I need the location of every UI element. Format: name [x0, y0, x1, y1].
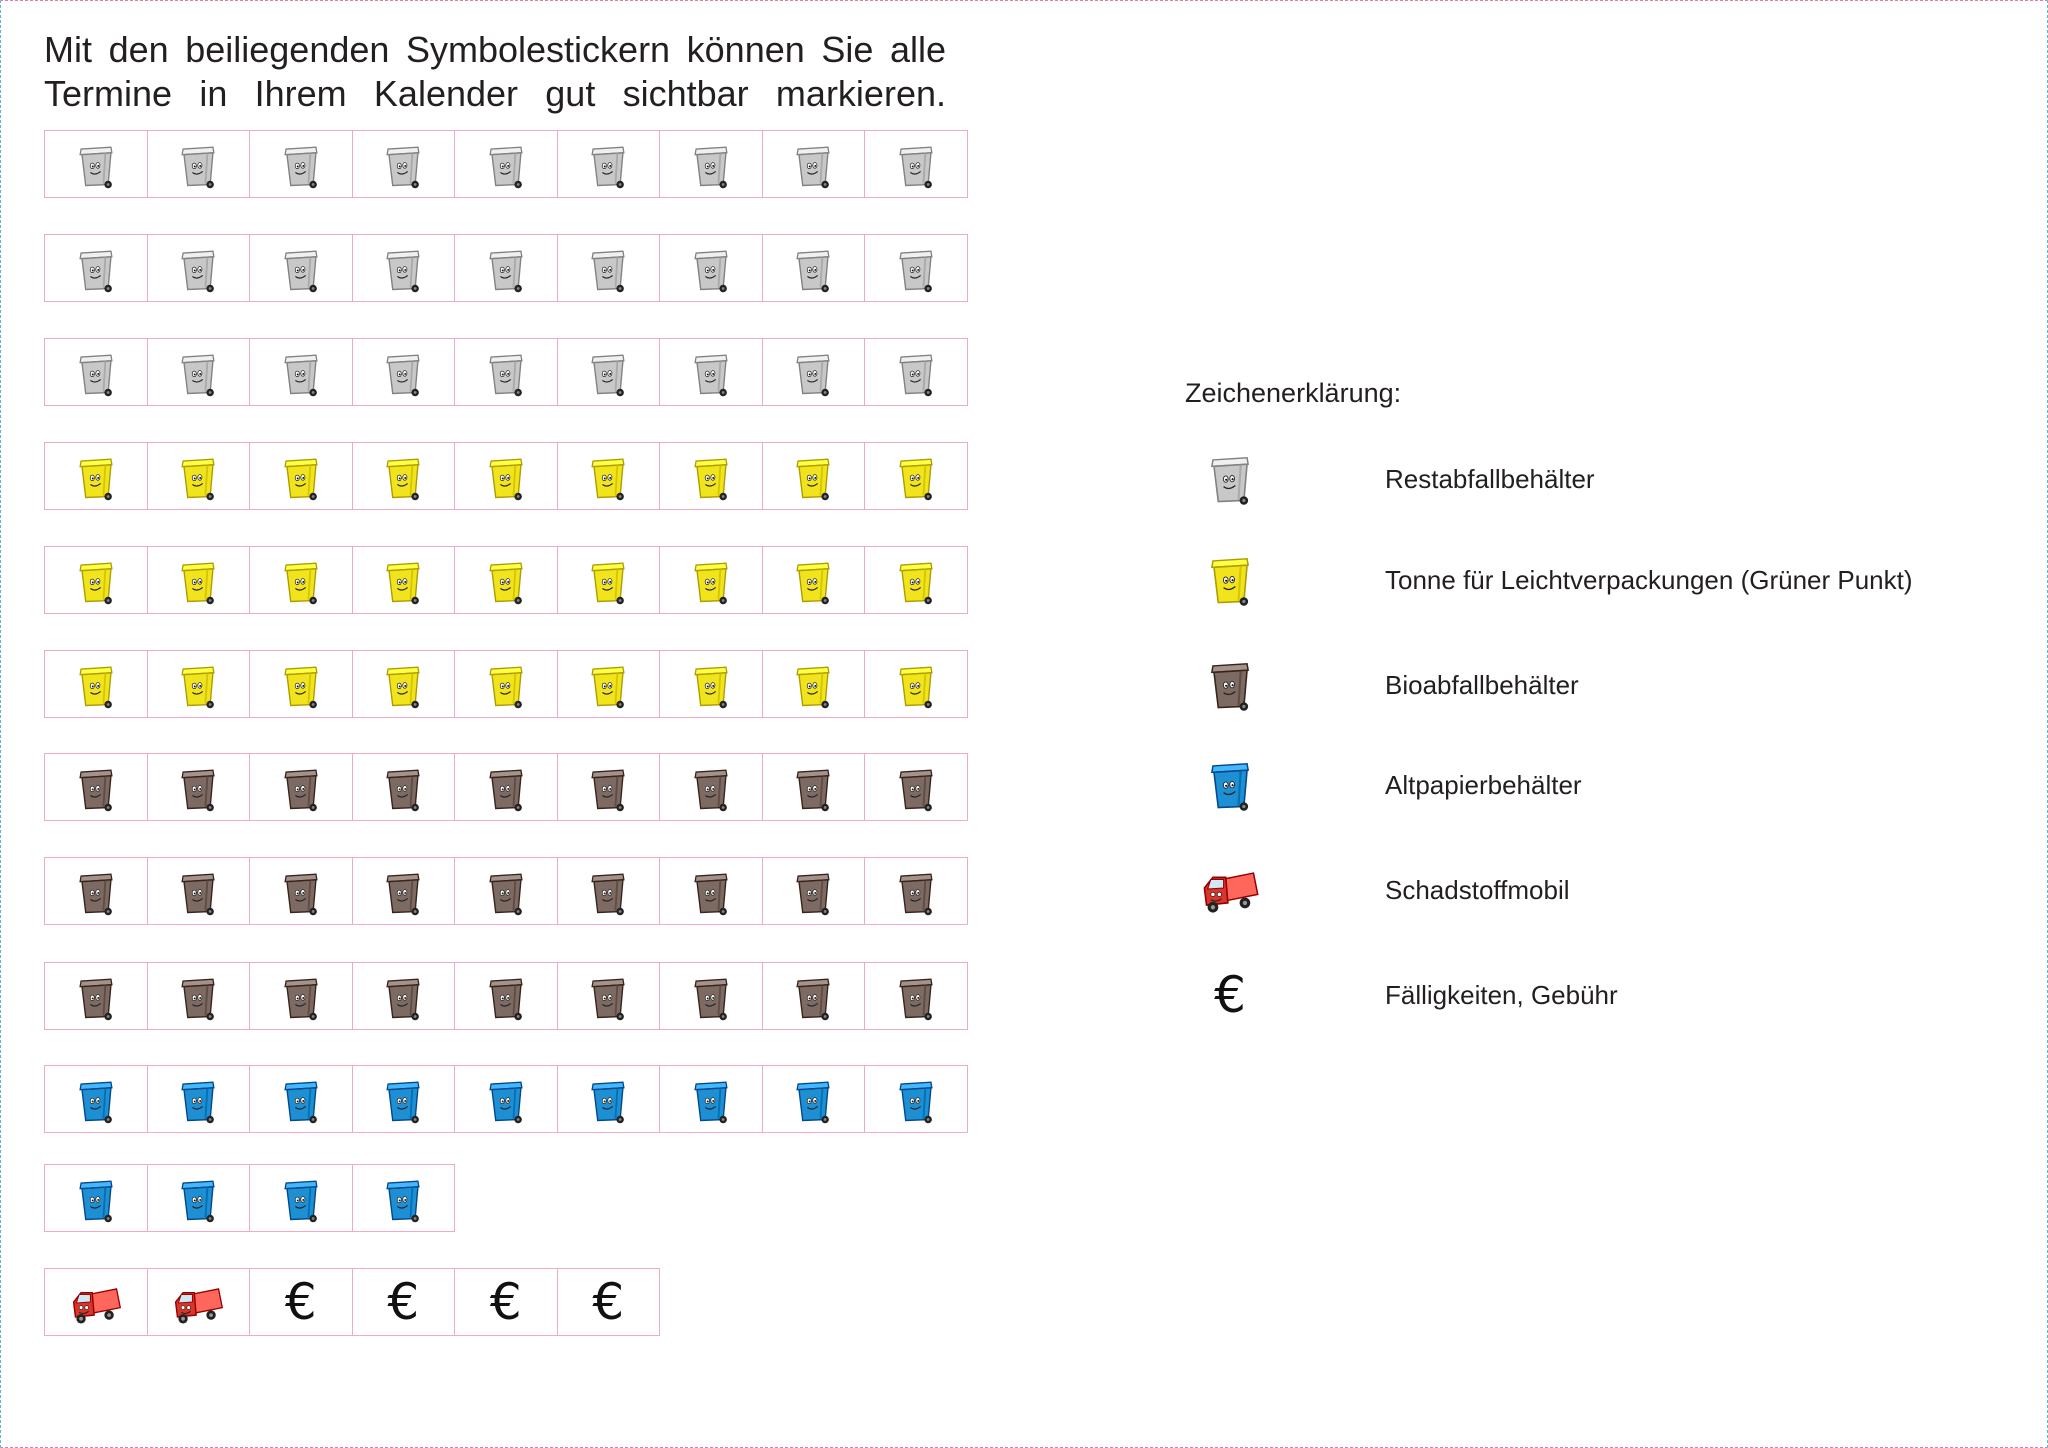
brown-bin-icon [170, 968, 226, 1024]
blue-bin-icon [888, 1071, 944, 1127]
sticker-yellow-bin [352, 546, 456, 614]
sticker-grey-bin [454, 338, 558, 406]
legend-label: Altpapierbehälter [1385, 769, 1582, 800]
sticker-row [44, 442, 968, 510]
sticker-yellow-bin [557, 442, 661, 510]
sticker-brown-bin [864, 857, 968, 925]
sticker-brown-bin [352, 962, 456, 1030]
blue-bin-icon [375, 1170, 431, 1226]
sticker-brown-bin [249, 753, 353, 821]
yellow-bin-icon [170, 448, 226, 504]
sticker-brown-bin [454, 753, 558, 821]
sticker-brown-bin [659, 857, 763, 925]
sticker-yellow-bin [762, 546, 866, 614]
yellow-bin-icon [170, 656, 226, 712]
sticker-yellow-bin [864, 546, 968, 614]
intro-text [44, 28, 946, 116]
sticker-row [44, 857, 968, 925]
brown-bin-icon [68, 968, 124, 1024]
blue-bin-icon [273, 1170, 329, 1226]
brown-bin-icon [888, 968, 944, 1024]
sticker-brown-bin [557, 753, 661, 821]
yellow-bin-icon [375, 656, 431, 712]
yellow-bin-icon [785, 552, 841, 608]
blue-bin-icon [785, 1071, 841, 1127]
legend-item [1185, 650, 2015, 720]
yellow-bin-icon [478, 552, 534, 608]
brown-bin-icon [683, 759, 739, 815]
sticker-grey-bin [864, 234, 968, 302]
yellow-bin-icon [888, 448, 944, 504]
sticker-yellow-bin [249, 546, 353, 614]
grey-bin-icon [375, 240, 431, 296]
sticker-grey-bin [249, 338, 353, 406]
blue-bin-icon [683, 1071, 739, 1127]
grey-bin-icon [683, 344, 739, 400]
sticker-row [44, 1268, 660, 1336]
blue-bin-icon [273, 1071, 329, 1127]
grey-bin-icon [888, 136, 944, 192]
sticker-blue-bin [147, 1164, 251, 1232]
sticker-yellow-bin [147, 546, 251, 614]
grey-bin-icon [478, 240, 534, 296]
grey-bin-icon [68, 344, 124, 400]
sticker-grey-bin [44, 234, 148, 302]
legend-icon [1185, 960, 1275, 1030]
sticker-grey-bin [659, 338, 763, 406]
sticker-blue-bin [659, 1065, 763, 1133]
sticker-grey-bin [249, 130, 353, 198]
intro-line-2: Termine in Ihrem Kalender gut sichtbar markieren. [44, 73, 946, 114]
legend-label: Restabfallbehälter [1385, 463, 1595, 494]
grey-bin-icon [170, 344, 226, 400]
sticker-row [44, 234, 968, 302]
legend-label: Fälligkeiten, Gebühr [1385, 979, 1618, 1010]
brown-bin-icon [273, 968, 329, 1024]
grey-bin-icon [580, 240, 636, 296]
legend-label: Tonne für Leichtverpackungen (Grüner Punkt) [1385, 564, 1913, 595]
sticker-blue-bin [249, 1164, 353, 1232]
sticker-grey-bin [249, 234, 353, 302]
legend-item [1185, 960, 2015, 1030]
brown-bin-icon [68, 863, 124, 919]
sticker-yellow-bin [454, 442, 558, 510]
brown-bin-icon [170, 759, 226, 815]
sticker-yellow-bin [147, 650, 251, 718]
hazardous-waste-truck-icon [1198, 856, 1262, 925]
sticker-brown-bin [44, 753, 148, 821]
legend-icon [1185, 444, 1275, 514]
sticker-blue-bin [249, 1065, 353, 1133]
sticker-yellow-bin [249, 650, 353, 718]
sticker-grey-bin [454, 234, 558, 302]
sticker-blue-bin [557, 1065, 661, 1133]
sticker-brown-bin [762, 753, 866, 821]
sticker-brown-bin [557, 857, 661, 925]
sticker-yellow-bin [249, 442, 353, 510]
sticker-blue-bin [147, 1065, 251, 1133]
brown-bin-icon [478, 759, 534, 815]
sticker-brown-bin [762, 857, 866, 925]
legend-label: Bioabfallbehälter [1385, 669, 1579, 700]
sticker-grey-bin [659, 130, 763, 198]
legend-item [1185, 545, 2015, 615]
grey-bin-icon [683, 136, 739, 192]
sticker-row [44, 962, 968, 1030]
grey-bin-icon [580, 136, 636, 192]
sticker-brown-bin [762, 962, 866, 1030]
brown-bin-icon [888, 759, 944, 815]
sticker-brown-bin [864, 753, 968, 821]
grey-bin-icon [580, 344, 636, 400]
sticker-yellow-bin [659, 442, 763, 510]
sticker-yellow-bin [659, 546, 763, 614]
sticker-yellow-bin [659, 650, 763, 718]
sticker-grey-bin [557, 234, 661, 302]
grey-bin-icon [68, 240, 124, 296]
sticker-euro [352, 1268, 456, 1336]
legend-item [1185, 750, 2015, 820]
sticker-brown-bin [659, 962, 763, 1030]
yellow-bin-icon [888, 552, 944, 608]
legend-label: Schadstoffmobil [1385, 874, 1570, 905]
brown-bin-icon [273, 759, 329, 815]
yellow-bin-icon [580, 552, 636, 608]
sticker-row [44, 650, 968, 718]
brown-bin-icon [170, 863, 226, 919]
sticker-blue-bin [352, 1164, 456, 1232]
sticker-grey-bin [557, 130, 661, 198]
blue-bin-icon [68, 1071, 124, 1127]
sticker-brown-bin [147, 857, 251, 925]
grey-bin-icon [273, 136, 329, 192]
grey-bin-icon [375, 344, 431, 400]
legend-item [1185, 855, 2015, 925]
yellow-bin-icon [580, 448, 636, 504]
sticker-blue-bin [352, 1065, 456, 1133]
euro-icon: € [489, 1273, 522, 1331]
sticker-grey-bin [557, 338, 661, 406]
sticker-grey-bin [454, 130, 558, 198]
sticker-blue-bin [762, 1065, 866, 1133]
sticker-grey-bin [864, 338, 968, 406]
sticker-yellow-bin [762, 650, 866, 718]
sticker-grey-bin [352, 338, 456, 406]
sticker-brown-bin [454, 962, 558, 1030]
legend-icon [1185, 545, 1275, 615]
brown-bin-icon [478, 863, 534, 919]
intro-line-1: Mit den beiliegenden Symbolestickern können Sie alle [44, 29, 946, 70]
sticker-blue-bin [454, 1065, 558, 1133]
sticker-blue-bin [44, 1065, 148, 1133]
sticker-grey-bin [147, 130, 251, 198]
blue-bin-icon [68, 1170, 124, 1226]
sticker-yellow-bin [864, 442, 968, 510]
brown-bin-icon [375, 759, 431, 815]
blue-bin-icon [170, 1170, 226, 1226]
sticker-euro [454, 1268, 558, 1336]
hazardous-waste-truck-icon [170, 1274, 226, 1330]
brown-bin-icon [580, 759, 636, 815]
euro-icon: € [284, 1273, 317, 1331]
blue-bin-icon [1198, 751, 1262, 820]
sticker-grey-bin [352, 234, 456, 302]
grey-bin-icon [785, 344, 841, 400]
brown-bin-icon [273, 863, 329, 919]
euro-icon: € [592, 1273, 625, 1331]
yellow-bin-icon [273, 448, 329, 504]
yellow-bin-icon [888, 656, 944, 712]
grey-bin-icon [1198, 445, 1262, 514]
brown-bin-icon [785, 759, 841, 815]
sticker-brown-bin [864, 962, 968, 1030]
sticker-grey-bin [659, 234, 763, 302]
sticker-brown-bin [147, 753, 251, 821]
brown-bin-icon [580, 968, 636, 1024]
brown-bin-icon [1198, 651, 1262, 720]
sticker-grey-bin [762, 130, 866, 198]
sticker-brown-bin [557, 962, 661, 1030]
brown-bin-icon [785, 968, 841, 1024]
yellow-bin-icon [580, 656, 636, 712]
grey-bin-icon [478, 344, 534, 400]
sticker-brown-bin [352, 857, 456, 925]
sticker-row [44, 338, 968, 406]
grey-bin-icon [273, 344, 329, 400]
sticker-brown-bin [659, 753, 763, 821]
brown-bin-icon [683, 968, 739, 1024]
sticker-brown-bin [44, 857, 148, 925]
sticker-yellow-bin [864, 650, 968, 718]
sticker-blue-bin [864, 1065, 968, 1133]
brown-bin-icon [888, 863, 944, 919]
sticker-grey-bin [762, 338, 866, 406]
sticker-brown-bin [454, 857, 558, 925]
yellow-bin-icon [478, 448, 534, 504]
legend-item [1185, 444, 2015, 514]
legend-icon [1185, 750, 1275, 820]
euro-icon: € [387, 1273, 420, 1331]
grey-bin-icon [683, 240, 739, 296]
sticker-yellow-bin [762, 442, 866, 510]
sticker-brown-bin [352, 753, 456, 821]
yellow-bin-icon [1198, 546, 1262, 615]
yellow-bin-icon [683, 552, 739, 608]
sticker-euro [249, 1268, 353, 1336]
sticker-grey-bin [762, 234, 866, 302]
sticker-yellow-bin [44, 546, 148, 614]
sticker-yellow-bin [454, 650, 558, 718]
yellow-bin-icon [683, 448, 739, 504]
sticker-grey-bin [352, 130, 456, 198]
yellow-bin-icon [785, 656, 841, 712]
euro-icon: € [1214, 966, 1246, 1024]
brown-bin-icon [478, 968, 534, 1024]
sticker-brown-bin [249, 857, 353, 925]
sticker-grey-bin [44, 338, 148, 406]
sticker-euro [557, 1268, 661, 1336]
sticker-brown-bin [44, 962, 148, 1030]
hazardous-waste-truck-icon [68, 1274, 124, 1330]
grey-bin-icon [785, 240, 841, 296]
brown-bin-icon [375, 863, 431, 919]
legend-icon [1185, 650, 1275, 720]
sticker-row [44, 546, 968, 614]
sticker-grey-bin [864, 130, 968, 198]
sticker-blue-bin [44, 1164, 148, 1232]
sticker-grey-bin [147, 338, 251, 406]
yellow-bin-icon [170, 552, 226, 608]
sticker-truck [147, 1268, 251, 1336]
sticker-yellow-bin [557, 546, 661, 614]
brown-bin-icon [580, 863, 636, 919]
sticker-row [44, 753, 968, 821]
sticker-row [44, 1164, 455, 1232]
yellow-bin-icon [273, 552, 329, 608]
yellow-bin-icon [68, 448, 124, 504]
sticker-brown-bin [147, 962, 251, 1030]
sticker-row [44, 130, 968, 198]
grey-bin-icon [478, 136, 534, 192]
brown-bin-icon [68, 759, 124, 815]
yellow-bin-icon [68, 552, 124, 608]
sticker-truck [44, 1268, 148, 1336]
yellow-bin-icon [375, 448, 431, 504]
blue-bin-icon [375, 1071, 431, 1127]
brown-bin-icon [683, 863, 739, 919]
yellow-bin-icon [375, 552, 431, 608]
grey-bin-icon [170, 136, 226, 192]
sticker-yellow-bin [44, 650, 148, 718]
legend-icon [1185, 855, 1275, 925]
sticker-yellow-bin [44, 442, 148, 510]
sticker-yellow-bin [147, 442, 251, 510]
sticker-grey-bin [44, 130, 148, 198]
yellow-bin-icon [68, 656, 124, 712]
legend-title: Zeichenerklärung: [1185, 378, 1402, 408]
sticker-brown-bin [249, 962, 353, 1030]
grey-bin-icon [888, 240, 944, 296]
yellow-bin-icon [683, 656, 739, 712]
blue-bin-icon [170, 1071, 226, 1127]
grey-bin-icon [170, 240, 226, 296]
yellow-bin-icon [273, 656, 329, 712]
sticker-grey-bin [147, 234, 251, 302]
grey-bin-icon [888, 344, 944, 400]
sticker-yellow-bin [557, 650, 661, 718]
brown-bin-icon [375, 968, 431, 1024]
yellow-bin-icon [478, 656, 534, 712]
sticker-yellow-bin [352, 650, 456, 718]
sticker-yellow-bin [454, 546, 558, 614]
sticker-row [44, 1065, 968, 1133]
grey-bin-icon [68, 136, 124, 192]
grey-bin-icon [273, 240, 329, 296]
blue-bin-icon [580, 1071, 636, 1127]
sticker-yellow-bin [352, 442, 456, 510]
brown-bin-icon [785, 863, 841, 919]
grey-bin-icon [785, 136, 841, 192]
grey-bin-icon [375, 136, 431, 192]
blue-bin-icon [478, 1071, 534, 1127]
yellow-bin-icon [785, 448, 841, 504]
